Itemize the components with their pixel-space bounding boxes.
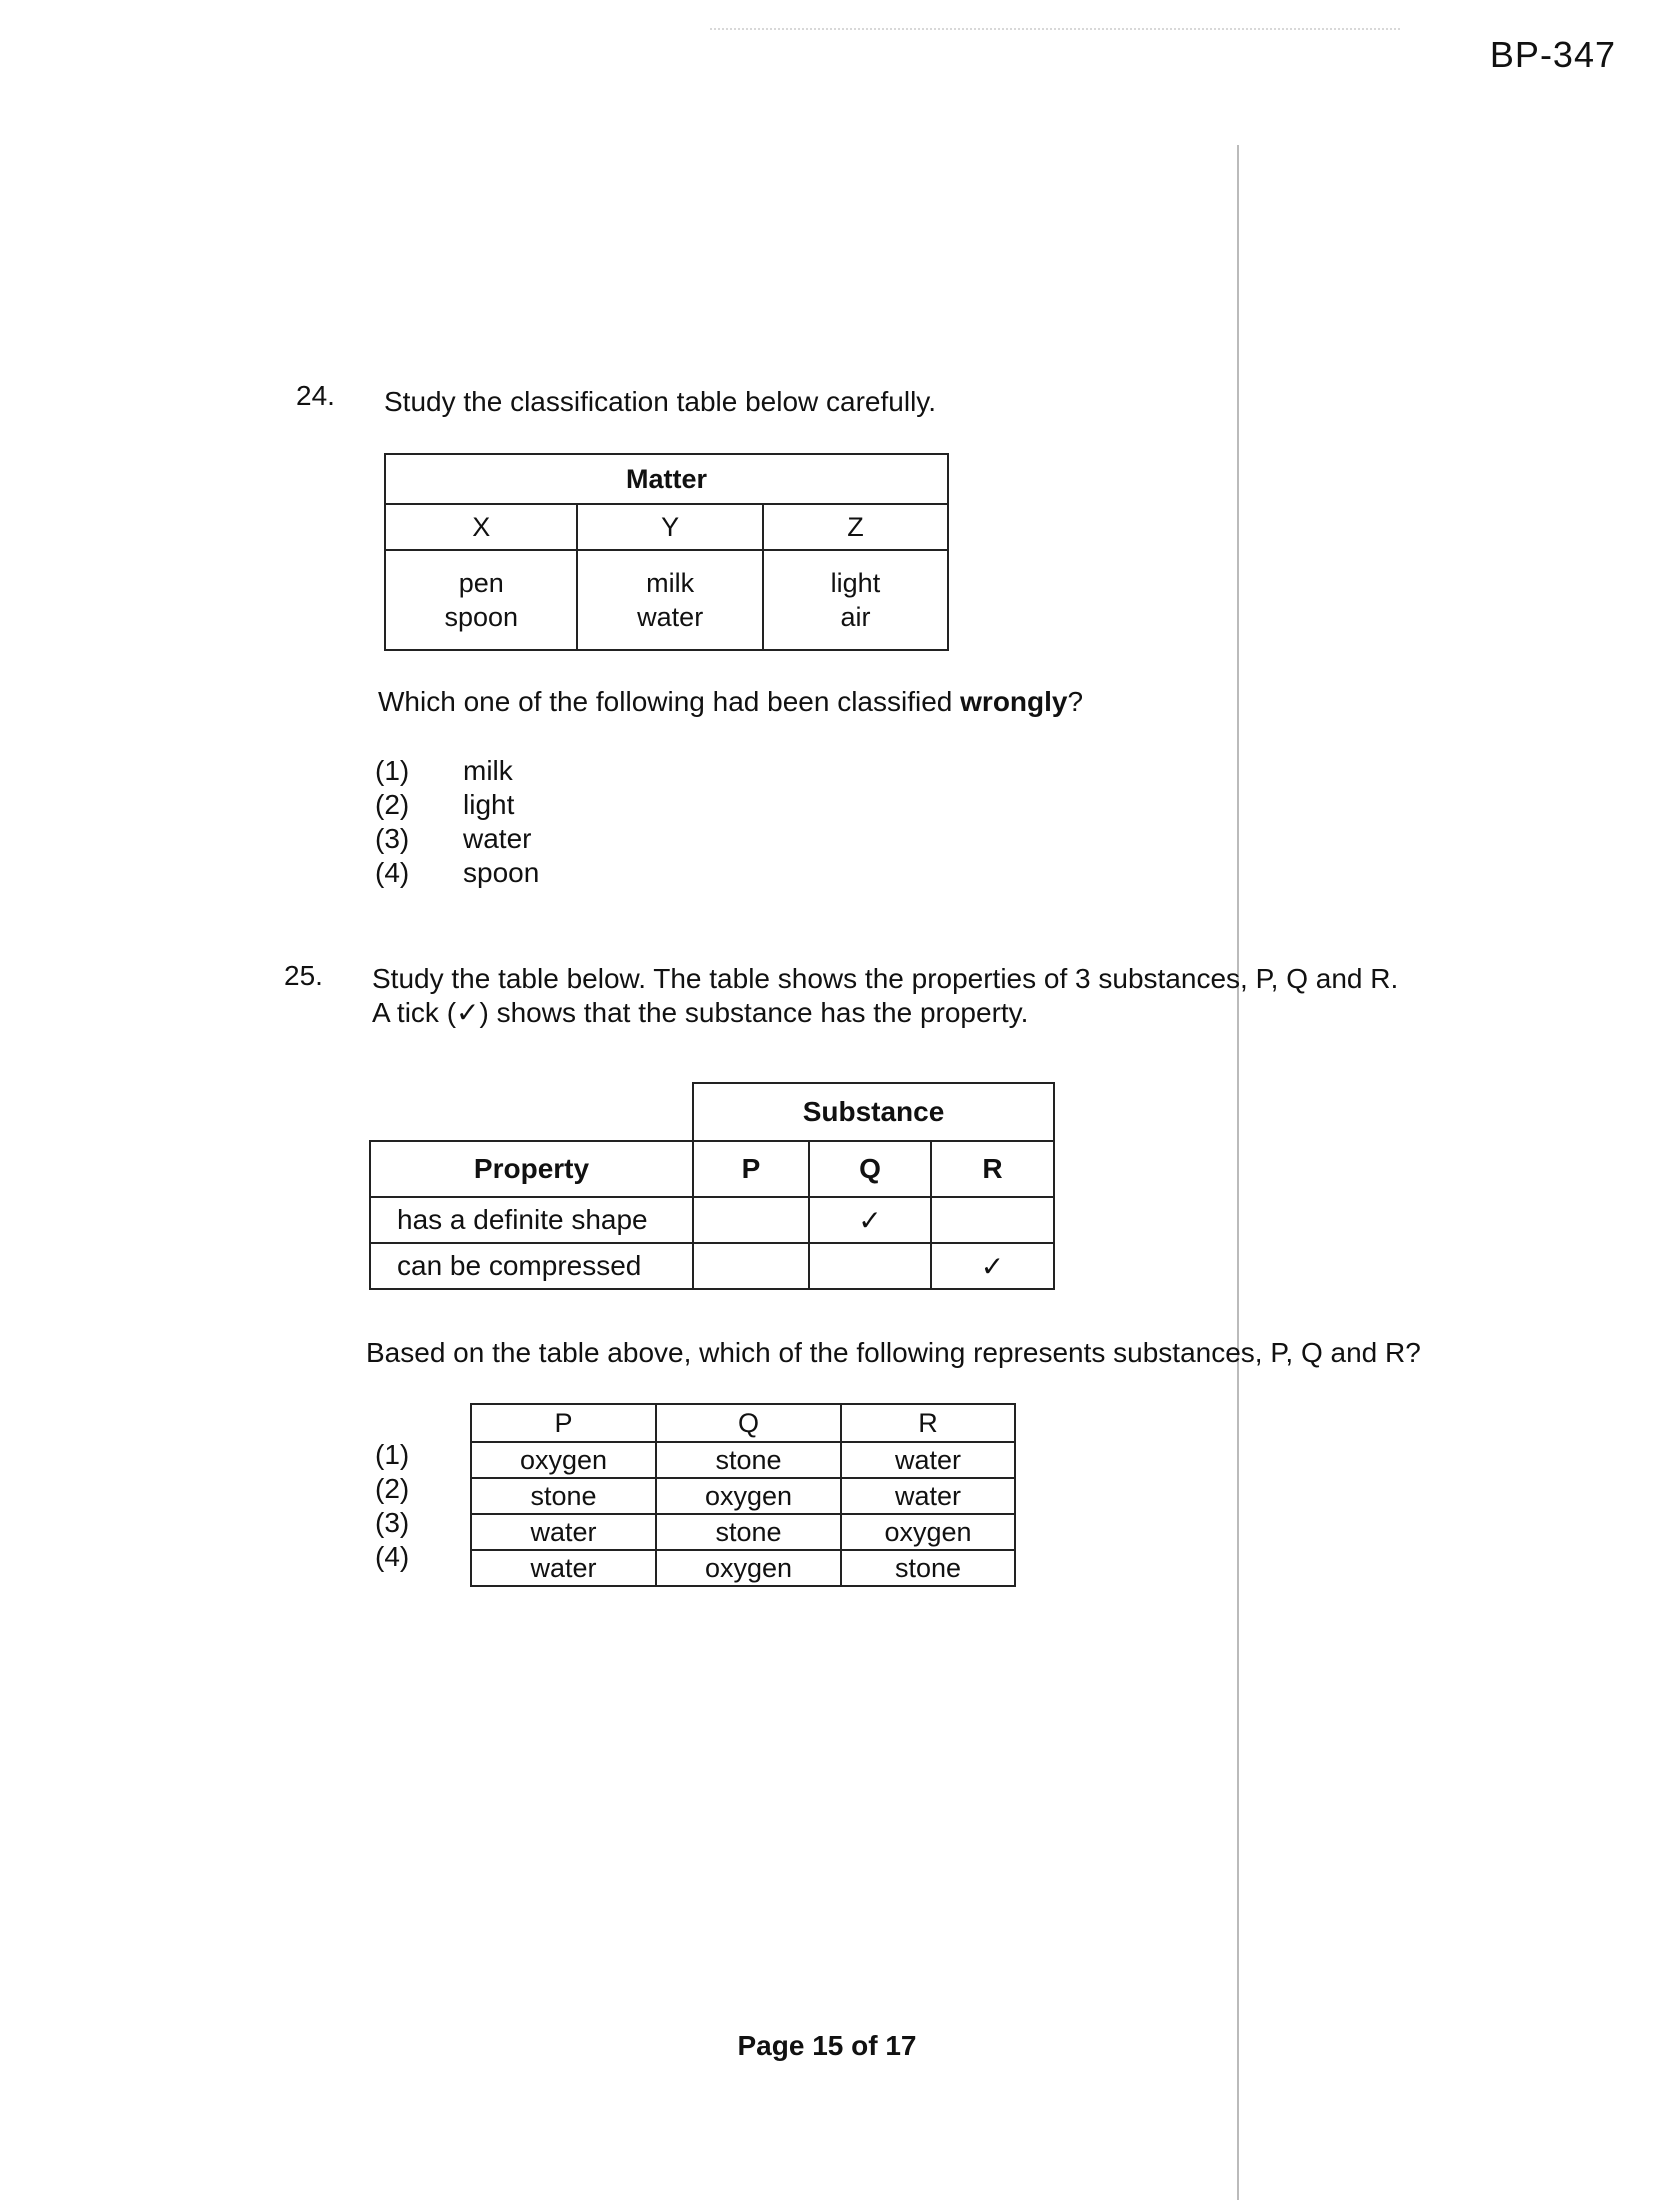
blank-cell: [370, 1083, 693, 1141]
category-y-items: [577, 550, 762, 650]
category-x: X: [385, 504, 577, 550]
table-title: Matter: [385, 454, 948, 504]
option-text: milk: [463, 755, 513, 786]
scan-speck-line: [710, 28, 1400, 30]
cell-r-tick: ✓: [931, 1243, 1054, 1289]
answer-cell: water: [471, 1514, 656, 1550]
property-table: [369, 1082, 1055, 1290]
category-y: Y: [577, 504, 762, 550]
answer-cell: stone: [471, 1478, 656, 1514]
option-number: (3): [375, 1507, 410, 1538]
option-1: [375, 754, 539, 788]
option-text: spoon: [463, 857, 540, 888]
answer-column-r: R: [841, 1404, 1015, 1442]
answer-cell: water: [841, 1442, 1015, 1478]
cell-p: [693, 1243, 809, 1289]
cell-r: [931, 1197, 1054, 1243]
prompt-line: A tick (✓) shows that the substance has the property.: [372, 997, 1029, 1028]
page-number: Page 15 of 17: [737, 2030, 917, 2061]
item: pen: [458, 568, 504, 598]
category-z-items: [763, 550, 948, 650]
option-number: (3): [375, 823, 410, 854]
question-text: Which one of the following had been classified: [378, 686, 961, 717]
emphasis-text: wrongly: [960, 686, 1068, 717]
document-code: BP-347: [1489, 34, 1616, 75]
substance-header: Substance: [693, 1083, 1054, 1141]
answer-cell: stone: [841, 1550, 1015, 1586]
answer-column-q: Q: [656, 1404, 841, 1442]
option-2: [375, 788, 539, 822]
item: water: [637, 602, 704, 632]
question-25-number: 25.: [284, 960, 323, 991]
cell-q-tick: ✓: [809, 1197, 931, 1243]
option-number: (2): [375, 789, 410, 820]
option-text: light: [463, 789, 515, 820]
option-3: [375, 822, 539, 856]
category-x-items: [385, 550, 577, 650]
answer-options-table: [470, 1403, 1016, 1587]
option-text: water: [463, 823, 532, 854]
answer-cell: stone: [656, 1514, 841, 1550]
category-z: Z: [763, 504, 948, 550]
option-number: (4): [375, 1541, 410, 1572]
question-24-prompt: Study the classification table below carefully.: [384, 386, 936, 417]
column-r: R: [931, 1141, 1054, 1197]
property-header: Property: [370, 1141, 693, 1197]
prompt-line: Study the table below. The table shows the properties of 3 substances, P, Q and R.: [372, 963, 1399, 994]
question-mark: ?: [1067, 686, 1084, 717]
option-4: [375, 856, 539, 890]
item: air: [840, 602, 871, 632]
question-24-options: [375, 754, 539, 890]
answer-cell: water: [841, 1478, 1015, 1514]
answer-cell: water: [471, 1550, 656, 1586]
option-number: (2): [375, 1473, 410, 1504]
answer-row-3: [471, 1514, 1015, 1550]
item: spoon: [444, 602, 519, 632]
question-24-text: [378, 685, 1083, 719]
option-number: (1): [375, 1439, 410, 1470]
property-label: can be compressed: [370, 1243, 693, 1289]
margin-line: [1237, 145, 1239, 2200]
column-q: Q: [809, 1141, 931, 1197]
answer-cell: stone: [656, 1442, 841, 1478]
property-label: has a definite shape: [370, 1197, 693, 1243]
question-25-option-numbers: [375, 1438, 409, 1574]
option-number: (4): [375, 857, 410, 888]
cell-p: [693, 1197, 809, 1243]
answer-cell: oxygen: [841, 1514, 1015, 1550]
answer-column-p: P: [471, 1404, 656, 1442]
answer-cell: oxygen: [656, 1478, 841, 1514]
answer-cell: oxygen: [656, 1550, 841, 1586]
column-p: P: [693, 1141, 809, 1197]
classification-table: [384, 453, 949, 651]
item: milk: [646, 568, 695, 598]
answer-cell: oxygen: [471, 1442, 656, 1478]
question-25-text: Based on the table above, which of the following represents substances, P, Q and R?: [366, 1337, 1421, 1368]
answer-row-1: [471, 1442, 1015, 1478]
question-25-prompt: [372, 962, 1398, 1030]
item: light: [830, 568, 881, 598]
cell-q: [809, 1243, 931, 1289]
answer-row-2: [471, 1478, 1015, 1514]
question-24-number: 24.: [296, 380, 335, 411]
answer-row-4: [471, 1550, 1015, 1586]
option-number: (1): [375, 755, 410, 786]
